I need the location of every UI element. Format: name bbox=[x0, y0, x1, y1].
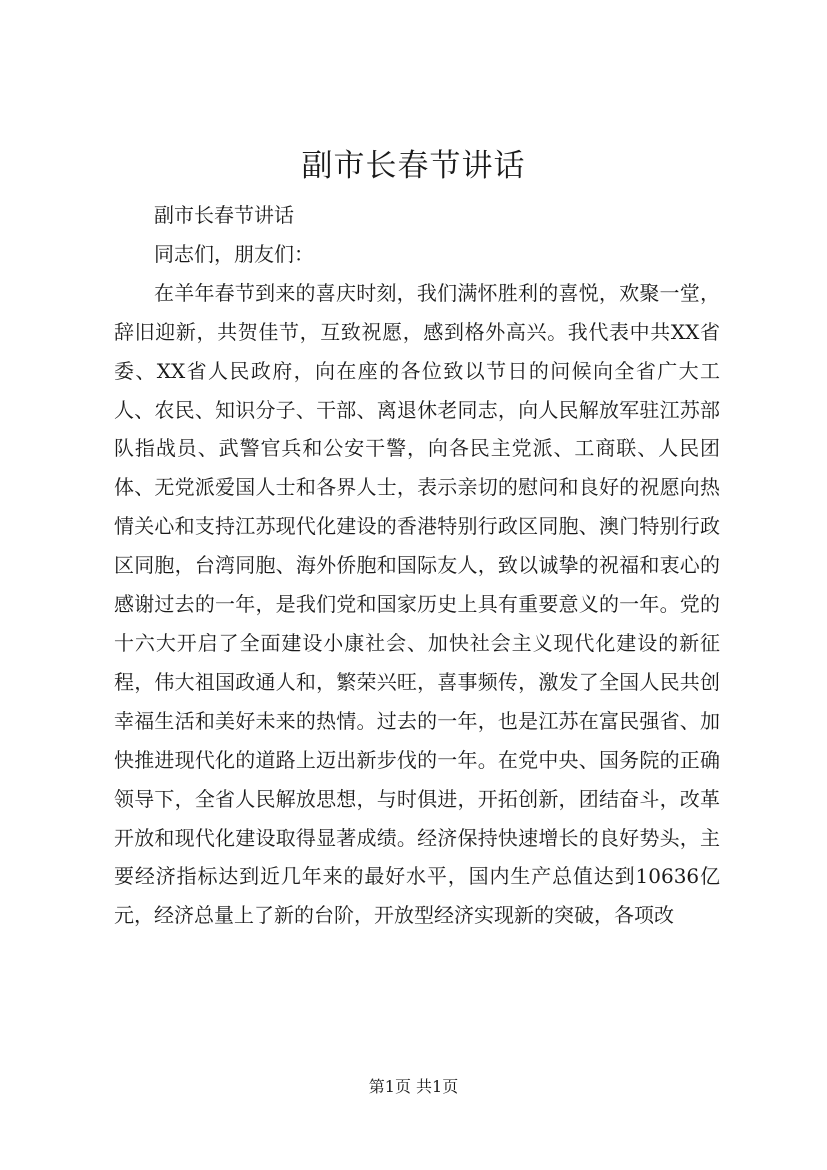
document-body bbox=[114, 196, 720, 935]
paragraph-salutation: 同志们，朋友们： bbox=[154, 241, 314, 266]
paragraph-main: 在羊年春节到来的喜庆时刻，我们满怀胜利的喜悦，欢聚一堂，辞旧迎新，共贺佳节，互致祝愿，感到格外高兴。我代表中共XX省委、XX省人民政府，向在座的各位致以节日的问候向全省广大工人、农民、知识分子、干部、离退休老同志，向人民解放军驻江苏部队指战员、武警官兵和公安干警，向各民主党派、工商联、人民团体、无党派爱国人士和各界人士，表示亲切的慰问和良好的祝愿向热情关心和支持江苏现代化建设的香港特别行政区同胞、澳门特别行政区同胞，台湾同胞、海外侨胞和国际友人，致以诚挚的祝福和衷心的感谢过去的一年，是我们党和国家历史上具有重要意义的一年。党的十六大开启了全面建设小康社会、加快社会主义现代化建设的新征程，伟大祖国政通人和，繁荣兴旺，喜事频传，激发了全国人民共创幸福生活和美好未来的热情。过去的一年，也是江苏在富民强省、加快推进现代化的道路上迈出新步伐的一年。在党中央、国务院的正确领导下，全省人民解放思想，与时俱进，开拓创新，团结奋斗，改革开放和现代化建设取得显著成绩。经济保持快速增长的良好势头，主要经济指标达到近几年来的最好水平，国内生产总值达到10636亿元，经济总量上了新的台阶，开放型经济实现新的突破，各项改 bbox=[114, 280, 720, 928]
document-title: 副市长春节讲话 bbox=[301, 148, 526, 184]
paragraph-subtitle: 副市长春节讲话 bbox=[154, 203, 294, 227]
page-footer: 第1页 共1页 bbox=[368, 1077, 459, 1096]
